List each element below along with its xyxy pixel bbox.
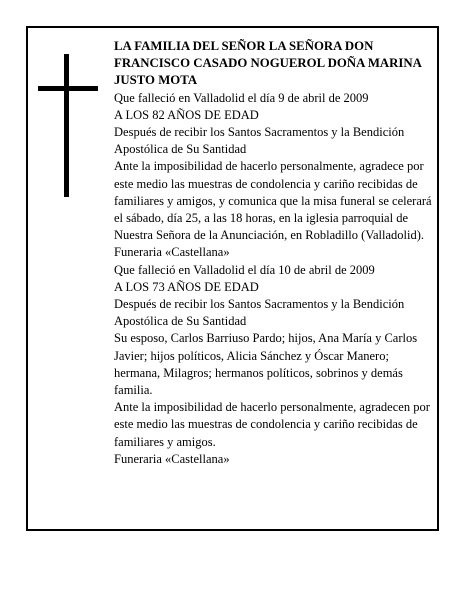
family-members-2: Su esposo, Carlos Barriuso Pardo; hijos, Ana María y Carlos Javier; hijos políticos, Alicia Sánchez y Óscar Manero; hermana, Milagros; hermanos políticos, sobrinos y demás familia. — [114, 331, 418, 398]
thanks-and-funeral-1: Ante la imposibilidad de hacerlo personalmente, agradece por este medio las muestras de condolencia y cariño recibidas de familiares y amigos, y comunica que la misa funeral se celerará el sábado, día 25, a las 18 horas, en la iglesia parroquial de Nuestra Señora de la Anunciación, en Robladillo (Valladolid). — [114, 159, 432, 243]
death-date-1: Que falleció en Valladolid el día 9 de abril de 2009 — [114, 90, 369, 105]
obituary-heading: LA FAMILIA DEL SEÑOR LA SEÑORA DON FRANCISCO CASADO NOGUEROL DOÑA MARINA JUSTO MOTA — [114, 39, 422, 88]
cross-vertical-bar — [64, 54, 69, 197]
sacraments-1: Después de recibir los Santos Sacramentos y la Bendición Apostólica de Su Santidad — [114, 125, 405, 157]
death-date-2: Que falleció en Valladolid el día 10 de abril de 2009 — [114, 262, 375, 277]
thanks-2: Ante la imposibilidad de hacerlo personalmente, agradecen por este medio las muestras de condolencia y cariño recibidas de familiares y amigos. — [114, 400, 430, 449]
cross-horizontal-bar — [38, 86, 98, 91]
obituary-text — [114, 38, 434, 468]
sacraments-2: Después de recibir los Santos Sacramentos y la Bendición Apostólica de Su Santidad — [114, 297, 405, 329]
age-1: A LOS 82 AÑOS DE EDAD — [114, 107, 259, 122]
age-2: A LOS 73 AÑOS DE EDAD — [114, 279, 259, 294]
funeral-home-1: Funeraria «Castellana» — [114, 245, 230, 260]
funeral-home-2: Funeraria «Castellana» — [114, 451, 230, 466]
